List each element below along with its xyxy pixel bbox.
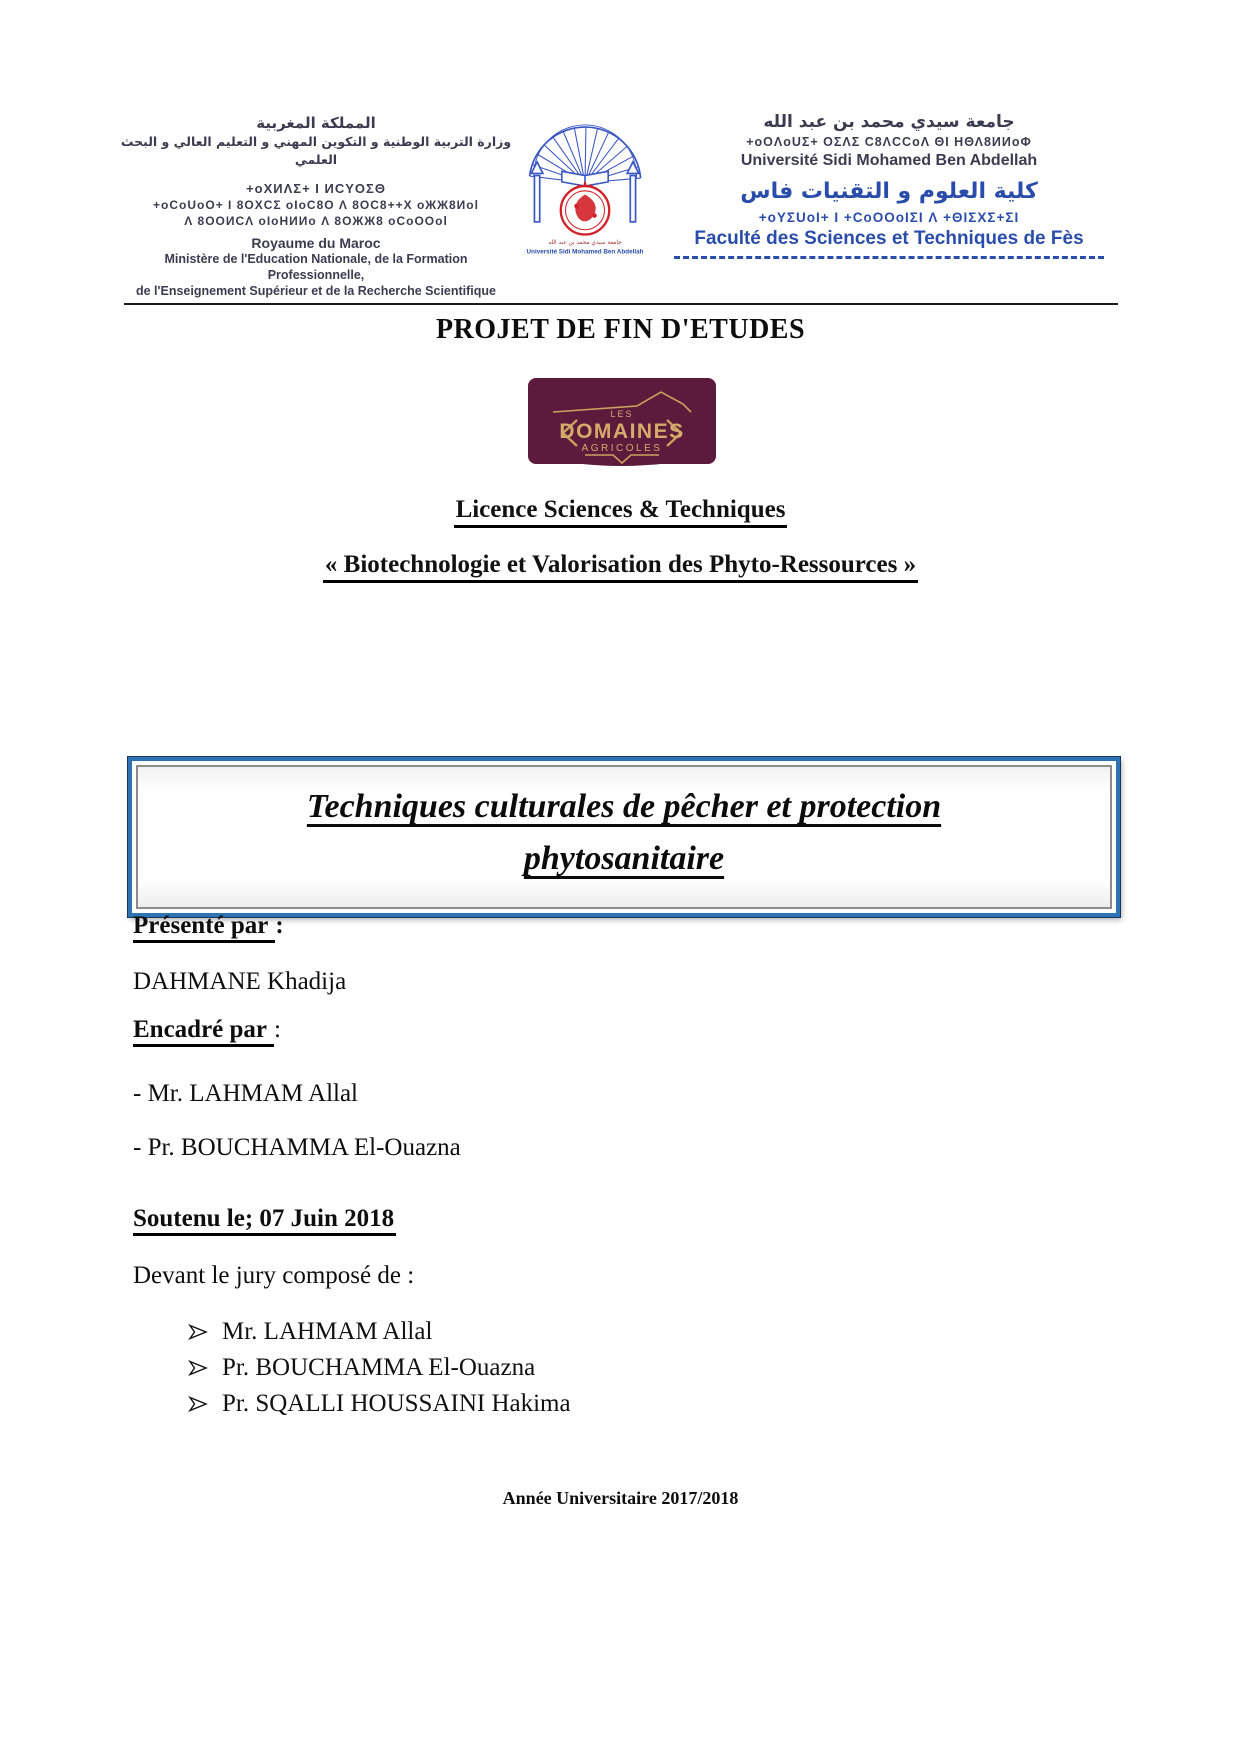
university-emblem [512,106,658,269]
faculty-arabic: كلية العلوم و التقنيات فاس [740,179,1038,204]
ministry-tifinagh-line2: Λ 8OOИCΛ oIoHИИo Λ 8OЖЖ8 oCoOOol [184,214,448,228]
university-block [658,106,1120,259]
kingdom-french: Royaume du Maroc [251,235,381,251]
program-line-wrap [0,551,1241,583]
faculty-dashed-divider [674,256,1104,259]
faculty-tifinagh: +oYΣUoI+ I +CoOOoIΣI Λ +ΘIΣXΣ+ΣI [758,210,1020,225]
thesis-title-box [128,757,1120,917]
ministry-tifinagh-line1: +oCoUoO+ I 8OXCΣ oIoC8O Λ 8OC8++X oЖЖ8Иol [153,198,479,212]
degree-line-wrap [0,496,1241,528]
university-tifinagh: +oOΛoUΣ+ OΣΛΣ C8ΛCCoΛ ΘI ΗΘΛ8ИИoΦ [746,135,1032,149]
defense-date-heading [133,1205,396,1233]
arrow-bullet-icon [188,1324,208,1340]
ministry-french-line2: de l'Enseignement Supérieur et de la Recherche Scientifique [135,284,497,298]
jury-list [188,1314,571,1422]
jury-member-row [188,1350,571,1386]
domaines-agricoles-logo-icon [527,376,717,472]
presented-by-heading [133,912,284,940]
institutional-header [120,106,1120,299]
academic-year: Année Universitaire 2017/2018 [502,1488,739,1508]
kingdom-tifinagh: +oXИΛΣ+ I ИCYOΣΘ [246,181,386,196]
jury-member-name: Mr. LAHMAM Allal [222,1318,433,1345]
university-french: Université Sidi Mohamed Ben Abdellah [740,152,1038,169]
thesis-title-line2: phytosanitaire [523,840,725,877]
presented-by-colon: : [275,912,284,939]
jury-member-row [188,1386,571,1422]
supervisor-line: - Mr. LAHMAM Allal [133,1080,358,1107]
supervisor-line: - Pr. BOUCHAMMA El-Ouazna [133,1134,461,1161]
jury-member-name: Pr. BOUCHAMMA El-Ouazna [222,1354,536,1381]
kingdom-arabic: المملكة المغربية [256,114,376,132]
arrow-bullet-icon [188,1396,208,1412]
defense-date-label: Soutenu le; 07 Juin 2018 [133,1205,396,1236]
domaines-logo-les: LES [610,409,634,419]
domaines-logo-agricoles: AGRICOLES [581,443,663,454]
jury-member-name: Pr. SQALLI HOUSSAINI Hakima [222,1390,571,1417]
supervised-by-heading [133,1016,281,1044]
presented-by-label: Présenté par [133,912,275,943]
ministry-arabic: وزارة التربية الوطنية و التكوين المهني و التعليم العالي و البحث العلمي [120,134,512,167]
supervised-by-label: Encadré par [133,1016,274,1047]
emblem-caption-french: Université Sidi Mohamed Ben Abdellah [526,248,644,256]
ministry-block [120,106,512,299]
jury-intro-line: Devant le jury composé de : [133,1262,415,1289]
document-type-title: PROJET DE FIN D'ETUDES [435,314,806,345]
ministry-french-line1: Ministère de l'Education Nationale, de la Formation Professionnelle, [164,252,468,282]
jury-member-row [188,1314,571,1350]
header-divider-rule [124,303,1118,305]
emblem-caption-arabic: جامعة سيدي محمد بن عبد الله [548,239,622,246]
thesis-title-line1: Techniques culturales de pêcher et protection [306,788,942,825]
university-arabic: جامعة سيدي محمد بن عبد الله [763,112,1015,132]
supervised-by-colon: : [274,1016,281,1043]
program-title: « Biotechnologie et Valorisation des Phyto-Ressources » [323,551,918,583]
degree-title: Licence Sciences & Techniques [454,496,788,528]
arrow-bullet-icon [188,1360,208,1376]
thesis-title-box-inner [136,765,1112,909]
domaines-agricoles-logo [527,376,717,472]
candidate-name: DAHMANE Khadija [133,968,347,995]
domaines-logo-name: DOMAINES [559,420,685,443]
university-emblem-icon [512,106,658,264]
faculty-french: Faculté des Sciences et Techniques de Fès [694,228,1084,249]
